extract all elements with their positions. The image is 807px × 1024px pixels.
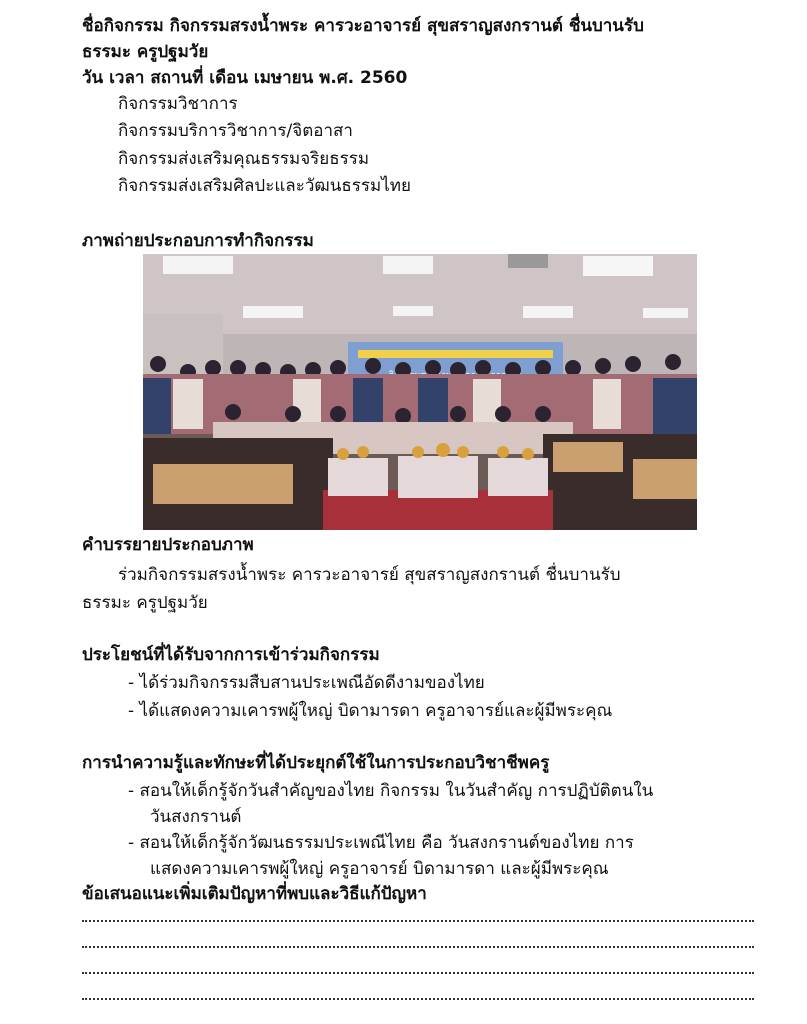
benefits-heading: ประโยชน์ที่ได้รับจากการเข้าร่วมกิจกรรม xyxy=(82,645,380,665)
activity-name-line1: ชื่อกิจกรรม กิจกรรมสรงน้ำพระ คารวะอาจารย์ สุขสราญสงกรานต์ ชื่นบานรับ xyxy=(82,16,644,36)
blank-answer-line-1 xyxy=(82,918,754,922)
application-item1-line2: วันสงกรานต์ xyxy=(150,807,242,827)
suggestions-heading: ข้อเสนอแนะเพิ่มเติมปัญหาที่พบและวิธีแก้ปัญหา xyxy=(82,884,427,904)
date-place-line: วัน เวลา สถานที่ เดือน เมษายน พ.ศ. 2560 xyxy=(82,68,408,88)
activity-name-line2: ธรรมะ ครูปฐมวัย xyxy=(82,42,209,62)
application-heading: การนำความรู้และทักษะที่ได้ประยุกต์ใช้ในการประกอบวิชาชีพครู xyxy=(82,753,550,773)
benefit-item-2: - ได้แสดงความเคารพผู้ใหญ่ บิดามารดา ครูอาจารย์และผู้มีพระคุณ xyxy=(128,701,613,721)
caption-line1: ร่วมกิจกรรมสรงน้ำพระ คารวะอาจารย์ สุขสราญสงกรานต์ ชื่นบานรับ xyxy=(118,565,621,585)
caption-line2: ธรรมะ ครูปฐมวัย xyxy=(82,593,208,613)
application-item2-line1: - สอนให้เด็กรู้จักวัฒนธรรมประเพณีไทย คือ วันสงกรานต์ของไทย การ xyxy=(128,833,634,853)
benefit-item-1: - ได้ร่วมกิจกรรมสืบสานประเพณีอัดดีงามของไทย xyxy=(128,673,485,693)
photo-section-heading: ภาพถ่ายประกอบการทำกิจกรรม xyxy=(82,231,314,251)
activity-type-morality: กิจกรรมส่งเสริมคุณธรรมจริยธรรม xyxy=(118,149,370,169)
activity-type-culture: กิจกรรมส่งเสริมศิลปะและวัฒนธรรมไทย xyxy=(118,176,411,196)
activity-type-service: กิจกรรมบริการวิชาการ/จิตอาสา xyxy=(118,121,353,141)
activity-type-academic: กิจกรรมวิชาการ xyxy=(118,94,238,114)
activity-photo xyxy=(143,254,697,530)
caption-heading: คำบรรยายประกอบภาพ xyxy=(82,535,254,555)
application-item2-line2: แสดงความเคารพผู้ใหญ่ ครูอาจารย์ บิดามารดา และผู้มีพระคุณ xyxy=(150,859,609,879)
blank-answer-line-2 xyxy=(82,944,754,948)
blank-answer-line-4 xyxy=(82,996,754,1000)
blank-answer-line-3 xyxy=(82,970,754,974)
application-item1-line1: - สอนให้เด็กรู้จักวันสำคัญของไทย กิจกรรม ในวันสำคัญ การปฏิบัติตนใน xyxy=(128,781,654,801)
